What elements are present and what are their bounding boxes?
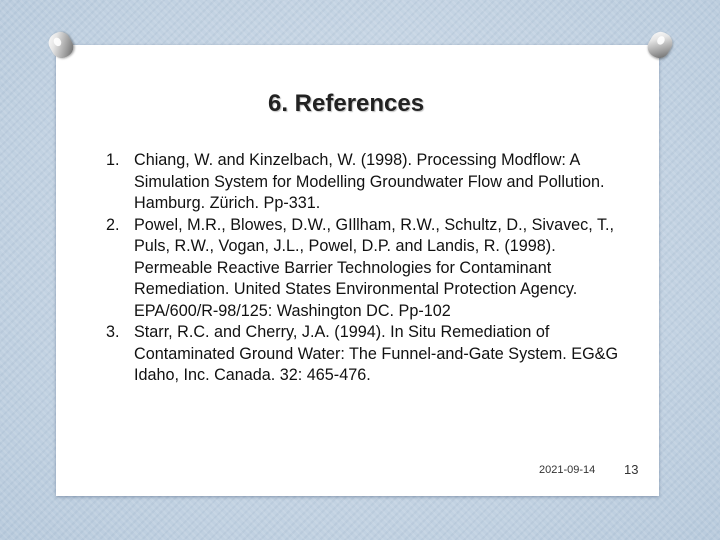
- slide-page-number: 13: [624, 462, 639, 477]
- reference-item: [106, 322, 636, 387]
- slide-date: 2021-09-14: [539, 464, 596, 476]
- reference-number: 2.: [106, 215, 120, 234]
- reference-text: Chiang, W. and Kinzelbach, W. (1998). Processing Modflow: A Simulation System for Modelling Groundwater Flow and Pollution. Hamburg. Zürich. Pp-331.: [134, 151, 605, 212]
- reference-number: 1.: [106, 151, 120, 169]
- reference-item: [106, 150, 636, 215]
- reference-text: Powel, M.R., Blowes, D.W., GIllham, R.W., Schultz, D., Sivavec, T., Puls, R.W., Vogan, J.L., Powel, D.P. and Landis, R. (1998). Permeable Reactive Barrier Technologies for Contaminant Remediation. United States Environmental Protection Agency. EPA/600/R-98/125: Washington DC. Pp-102: [134, 215, 615, 320]
- reference-list: [106, 150, 636, 387]
- reference-item: [106, 215, 636, 323]
- reference-text: Starr, R.C. and Cherry, J.A. (1994). In Situ Remediation of Contaminated Ground Water: The Funnel-and-Gate System. EG&G Idaho, Inc. Canada. 32: 465-476.: [134, 323, 619, 384]
- slide-title: 6. References: [268, 90, 425, 117]
- reference-number: 3.: [106, 323, 120, 341]
